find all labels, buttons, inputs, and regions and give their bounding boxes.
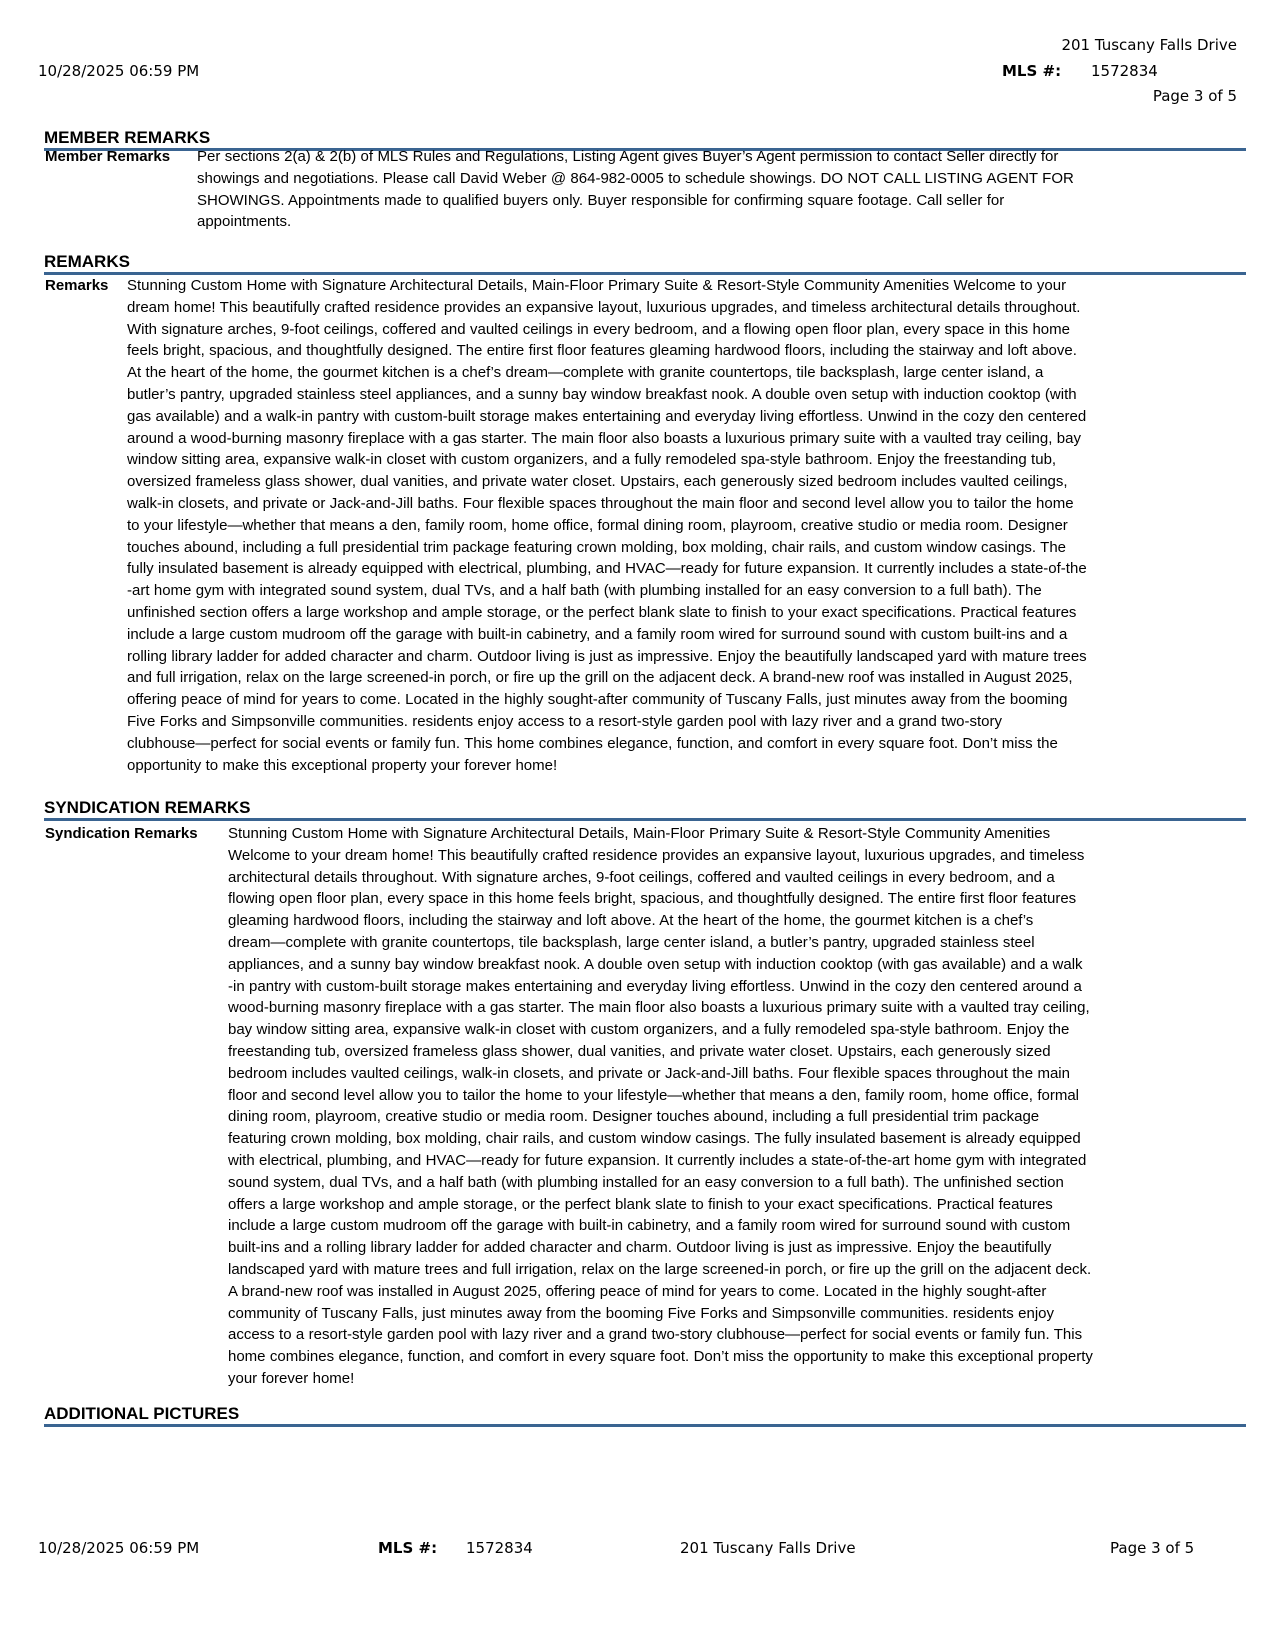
additional-pictures-heading: ADDITIONAL PICTURES [44,1404,1246,1427]
footer-address: 201 Tuscany Falls Drive [680,1539,856,1557]
remarks-heading: REMARKS [44,252,1246,275]
member-remarks-heading: MEMBER REMARKS [44,128,1246,151]
syndication-remarks-text: Stunning Custom Home with Signature Architectural Details, Main-Floor Primary Suite & Resort-Style Community Amenities Welcome to your dream home! This beautifully crafted residence provides an expansive layout, luxurious upgrades, and timeless architectural details throughout. With signature arches, 9-foot ceilings, coffered and vaulted ceilings in every bedroom, and a flowing open floor plan, every space in this home feels bright, spacious, and thoughtfully designed. The entire first floor features gleaming hardwood floors, including the stairway and loft above. At the heart of the home, the gourmet kitchen is a chef’s dream—complete with granite countertops, tile backsplash, large center island, a butler’s pantry, upgraded stainless steel appliances, and a sunny bay window breakfast nook. A double oven setup with induction cooktop (with gas available) and a walk -in pantry with custom-built storage makes entertaining and everyday living effortless. Unwind in the cozy den centered around a wood-burning masonry fireplace with a gas starter. The main floor also boasts a luxurious primary suite with a vaulted tray ceiling, bay window sitting area, expansive walk-in closet with custom organizers, and a fully remodeled spa-style bathroom. Enjoy the freestanding tub, oversized frameless glass shower, dual vanities, and private water closet. Upstairs, each generously sized bedroom includes vaulted ceilings, walk-in closets, and private or Jack-and-Jill baths. Four flexible spaces throughout the main floor and second level allow you to tailor the home to your lifestyle—whether that means a den, family room, home office, formal dining room, playroom, creative studio or media room. Designer touches abound, including a full presidential trim package featuring crown molding, box molding, chair rails, and custom window casings. The fully insulated basement is already equipped with electrical, plumbing, and HVAC—ready for future expansion. It currently includes a state-of-the-art home gym with integrated sound system, dual TVs, and a half bath (with plumbing installed for an easy conversion to a full bath). The unfinished section offers a large workshop and ample storage, or the perfect blank slate to finish to your exact specifications. Practical features include a large custom mudroom off the garage with built-in cabinetry, and a family room wired for surround sound with custom built-ins and a rolling library ladder for added character and charm. Outdoor living is just as impressive. Enjoy the beautifully landscaped yard with mature trees and full irrigation, relax on the large screened-in porch, or fire up the grill on the adjacent deck. A brand-new roof was installed in August 2025, offering peace of mind for years to come. Located in the highly sought-after community of Tuscany Falls, just minutes away from the booming Five Forks and Simpsonville communities. residents enjoy access to a resort-style garden pool with lazy river and a grand two-story clubhouse—perfect for social events or family fun. This home combines elegance, function, and comfort in every square foot. Don’t miss the opportunity to make this exceptional property your forever home! [228,825,1093,1387]
footer-mls-number: 1572834 [466,1539,533,1557]
member-remarks-label: Member Remarks [45,148,171,165]
syndication-remarks-heading: SYNDICATION REMARKS [44,798,1246,821]
header-mls-number: 1572834 [1091,62,1158,80]
syndication-remarks-label: Syndication Remarks [45,825,198,842]
remarks-label: Remarks [45,277,109,294]
header-page-number: Page 3 of 5 [1152,87,1237,105]
header-address: 201 Tuscany Falls Drive [1061,36,1237,54]
footer-mls-label: MLS #: [378,1539,438,1557]
footer-page-number: Page 3 of 5 [1110,1539,1195,1557]
member-remarks-text: Per sections 2(a) & 2(b) of MLS Rules and Regulations, Listing Agent gives Buyer’s Agent permission to contact Seller directly for showings and negotiations. Please call David Weber @ 864-982-0005 to schedule showings. DO NOT CALL LISTING AGENT FOR SHOWINGS. Appointments made to qualified buyers only. Buyer responsible for confirming square footage. Call seller for appointments. [197,148,1074,231]
remarks-text: Stunning Custom Home with Signature Architectural Details, Main-Floor Primary Suite & Resort-Style Community Amenities Welcome to your dream home! This beautifully crafted residence provides an expansive layout, luxurious upgrades, and timeless architectural details throughout. With signature arches, 9-foot ceilings, coffered and vaulted ceilings in every bedroom, and a flowing open floor plan, every space in this home feels bright, spacious, and thoughtfully designed. The entire first floor features gleaming hardwood floors, including the stairway and loft above. At the heart of the home, the gourmet kitchen is a chef’s dream—complete with granite countertops, tile backsplash, large center island, a butler’s pantry, upgraded stainless steel appliances, and a sunny bay window breakfast nook. A double oven setup with induction cooktop (with gas available) and a walk-in pantry with custom-built storage makes entertaining and everyday living effortless. Unwind in the cozy den centered around a wood-burning masonry fireplace with a gas starter. The main floor also boasts a luxurious primary suite with a vaulted tray ceiling, bay window sitting area, expansive walk-in closet with custom organizers, and a fully remodeled spa-style bathroom. Enjoy the freestanding tub, oversized frameless glass shower, dual vanities, and private water closet. Upstairs, each generously sized bedroom includes vaulted ceilings, walk-in closets, and private or Jack-and-Jill baths. Four flexible spaces throughout the main floor and second level allow you to tailor the home to your lifestyle—whether that means a den, family room, home office, formal dining room, playroom, creative studio or media room. Designer touches abound, including a full presidential trim package featuring crown molding, box molding, chair rails, and custom window casings. The fully insulated basement is already equipped with electrical, plumbing, and HVAC—ready for future expansion. It currently includes a state-of-the -art home gym with integrated sound system, dual TVs, and a half bath (with plumbing installed for an easy conversion to a full bath). The unfinished section offers a large workshop and ample storage, or the perfect blank slate to finish to your exact specifications. Practical features include a large custom mudroom off the garage with built-in cabinetry, and a family room wired for surround sound with custom built-ins and a rolling library ladder for added character and charm. Outdoor living is just as impressive. Enjoy the beautifully landscaped yard with mature trees and full irrigation, relax on the large screened-in porch, or fire up the grill on the adjacent deck. A brand-new roof was installed in August 2025, offering peace of mind for years to come. Located in the highly sought-after community of Tuscany Falls, just minutes away from the booming Five Forks and Simpsonville communities. residents enjoy access to a resort-style garden pool with lazy river and a grand two-story clubhouse—perfect for social events or family fun. This home combines elegance, function, and comfort in every square foot. Don’t miss the opportunity to make this exceptional property your forever home! [127,277,1087,774]
header-datetime: 10/28/2025 06:59 PM [38,62,200,80]
header-mls-label: MLS #: [1002,62,1062,80]
footer-datetime: 10/28/2025 06:59 PM [38,1539,200,1557]
